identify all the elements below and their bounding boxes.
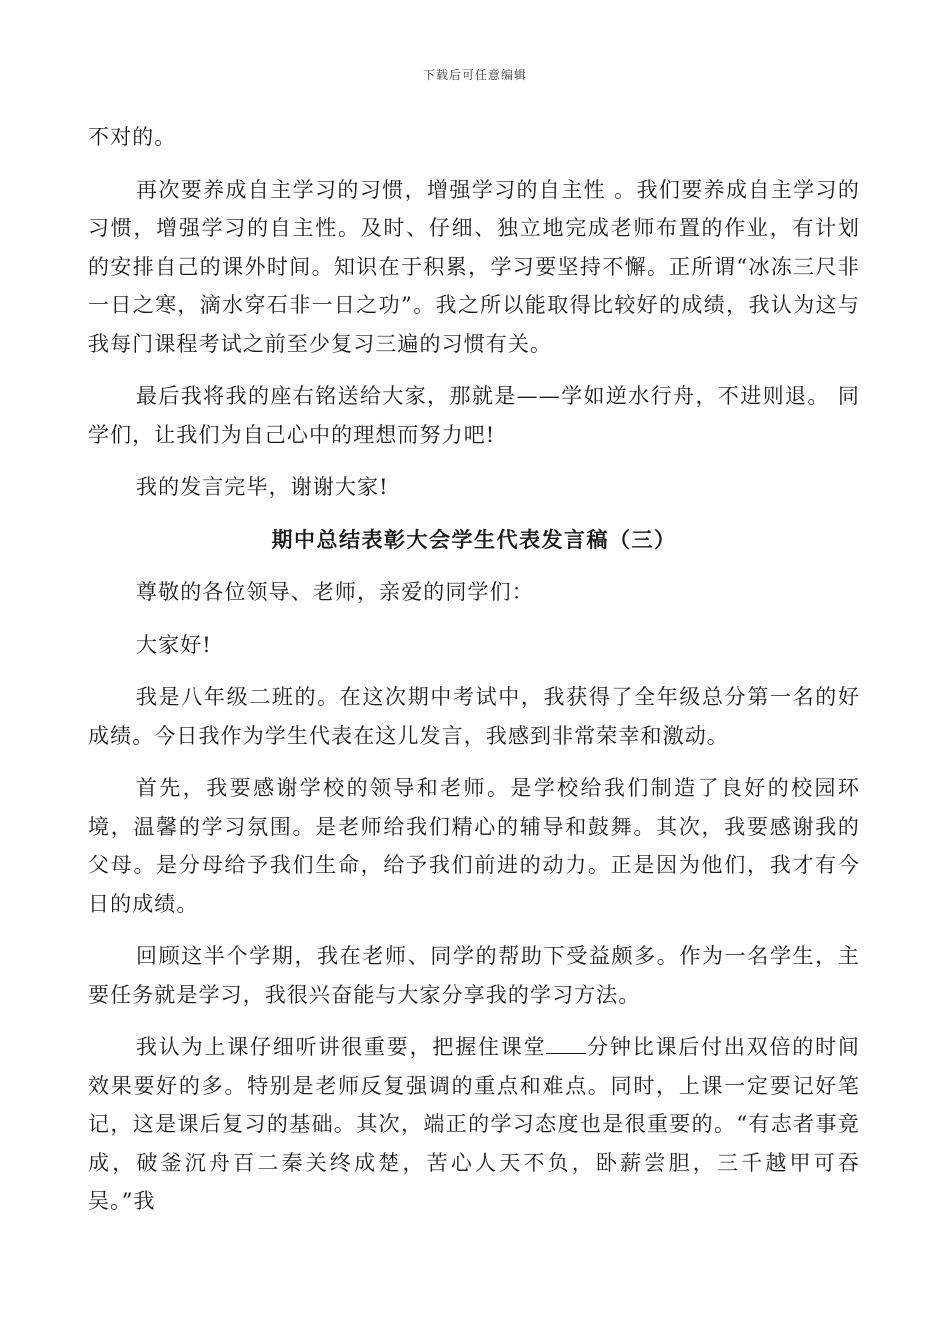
- paragraph: 最后我将我的座右铭送给大家，那就是——学如逆水行舟，不进则退。 同学们，让我们为自己心中的理想而努力吧!: [88, 384, 860, 447]
- paragraph-text: 我认为上课仔细听讲很重要，把握住课堂: [136, 1035, 547, 1059]
- paragraph: 再次要养成自主学习的习惯，增强学习的自主性 。我们要养成自主学习的习惯，增强学习的自主性。及时、仔细、独立地完成老师布置的作业，有计划的安排自己的课外时间。知识在于积累，学习要坚持不懈。正所谓“冰冻三尺非一日之寒，滴水穿石非一日之功”。我之所以能取得比较好的成绩，我认为这与我每门课程考试之前至少复习三遍的习惯有关。: [88, 177, 860, 356]
- paragraph: 我的发言完毕，谢谢大家!: [136, 475, 389, 499]
- paragraph: 不对的。: [88, 125, 177, 149]
- section-heading: 期中总结表彰大会学生代表发言稿（三）: [271, 526, 677, 552]
- page-header-note: 下载后可任意编辑: [422, 68, 527, 82]
- paragraph: 回顾这半个学期，我在老师、同学的帮助下受益颇多。作为一名学生，主要任务就是学习，我很兴奋能与大家分享我的学习方法。: [88, 944, 860, 1007]
- paragraph: [88, 1028, 860, 1221]
- greeting: 大家好!: [136, 632, 212, 657]
- paragraph-text: 分钟比课后付出双倍的时间效果要好的多。特别是老师反复强调的重点和难点。同时，上课一定要记好笔记，这是课后复习的基础。其次，端正的学习态度也是很重要的。“有志者事竟成，破釜沉舟百二秦关终成楚，苦心人天不负，卧薪尝胆，三千越甲可吞吴。”我: [88, 1035, 860, 1213]
- document-body: [88, 118, 860, 1235]
- fill-in-blank: [546, 1035, 586, 1054]
- salutation: 尊敬的各位领导、老师，亲爱的同学们：: [136, 580, 534, 604]
- paragraph: 首先，我要感谢学校的领导和老师。是学校给我们制造了良好的校园环境，温馨的学习氛围。是老师给我们精心的辅导和鼓舞。其次，我要感谢我的父母。是分母给予我们生命，给予我们前进的动力。正是因为他们，我才有今日的成绩。: [88, 776, 860, 916]
- paragraph: 我是八年级二班的。在这次期中考试中，我获得了全年级总分第一名的好成绩。今日我作为学生代表在这儿发言，我感到非常荣幸和激动。: [88, 685, 860, 748]
